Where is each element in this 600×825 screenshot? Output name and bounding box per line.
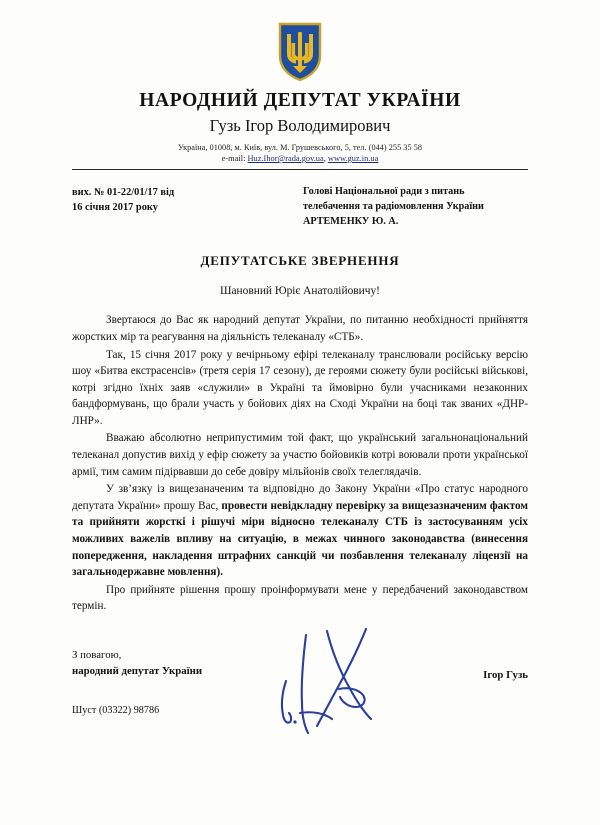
addressee: [303, 185, 528, 229]
email-label: e-mail:: [221, 154, 246, 164]
paragraph-2: Так, 15 січня 2017 року у вечірньому ефірі телеканалу транслювали російську версію шоу «Битва екстрасенсів» (третя серія 17 сезону), де героями сюжету були російські військові, котрі згідно їхніх заяв «служили» в Україні та ймовірно були учасниками незаконних бандформувань, що брали участь у бойових діях на Сході України на боці так званих «ДНР-ЛНР».: [72, 348, 528, 427]
addressee-line-3: АРТЕМЕНКУ Ю. А.: [303, 215, 399, 227]
signatory-name: Ігор Гузь: [483, 668, 528, 681]
addressee-line-1: Голові Національної ради з питань: [303, 186, 465, 198]
outgoing-reference: [72, 185, 282, 229]
addressee-line-2: телебачення та радіомовлення України: [303, 200, 484, 212]
letter-body: [72, 312, 528, 614]
letterhead: [72, 0, 528, 170]
paragraph-5: Про прийняте рішення прошу проінформувати мене у передбачений законодавством термін.: [72, 583, 528, 613]
paragraph-1: Звертаюся до Вас як народний депутат України, по питанню необхідності прийняття жорстких мір та реагування на діяльність телеканалу «СТБ».: [72, 314, 528, 343]
ukraine-coat-of-arms-icon: [277, 22, 323, 82]
closing-regards: З повагою,: [72, 648, 122, 661]
paragraph-4-demand: провести невідкладну перевірку за вищезазначеним фактом та прийняти жорсткі і рішучі міри відносно телеканалу СТБ із застосуванням усіх можливих важелів впливу на ситуацію, в межах чинного законодавства (винесення попередження, накладення штрафних санкцій чи позбавлення телеканалу ліцензії на загальнодержавне мовлення).: [72, 499, 528, 579]
reference-number: вих. № 01-22/01/17 від: [72, 187, 175, 199]
email-link[interactable]: Huz.Ihor@rada.gov.ua: [247, 154, 324, 164]
deputy-name: Гузь Ігор Володимирович: [209, 116, 391, 136]
meta-row: [72, 185, 528, 229]
salutation: Шановний Юріє Анатолійовичу!: [220, 285, 380, 298]
reference-date: 16 січня 2017 року: [72, 202, 158, 214]
header-divider: [72, 169, 528, 170]
document-title: ДЕПУТАТСЬКЕ ЗВЕРНЕННЯ: [200, 253, 400, 269]
website-link[interactable]: www.guz.in.ua: [327, 154, 379, 164]
address-line: Україна, 01008, м. Київ, вул. М. Грушевського, 5, тел. (044) 255 35 58: [178, 143, 422, 153]
contact-line: [72, 154, 528, 163]
handwritten-signature: [270, 625, 420, 743]
signature-left: [72, 647, 528, 679]
paragraph-4: [72, 481, 528, 580]
contact-separator: ,: [323, 154, 326, 164]
signatory-position: народний депутат України: [72, 665, 203, 677]
paragraph-4-intro: У зв’язку із вищезаначеним та відповідно до Закону України «Про статус народного депутата України» прошу Вас,: [72, 483, 528, 512]
organization-title: НАРОДНИЙ ДЕПУТАТ УКРАЇНИ: [139, 90, 461, 111]
paragraph-3: Вважаю абсолютно неприпустимим той факт, що український загальнонаціональний телеканал допустив вихід у ефір сюжету за участю бойовиків котрі воювали проти української армії, тим самим підірвавши до себе довіру мільйонів своїх телеглядачів.: [72, 432, 528, 478]
executor-contact: Шуст (03322) 98786: [72, 705, 160, 717]
signature-block: [72, 647, 528, 743]
